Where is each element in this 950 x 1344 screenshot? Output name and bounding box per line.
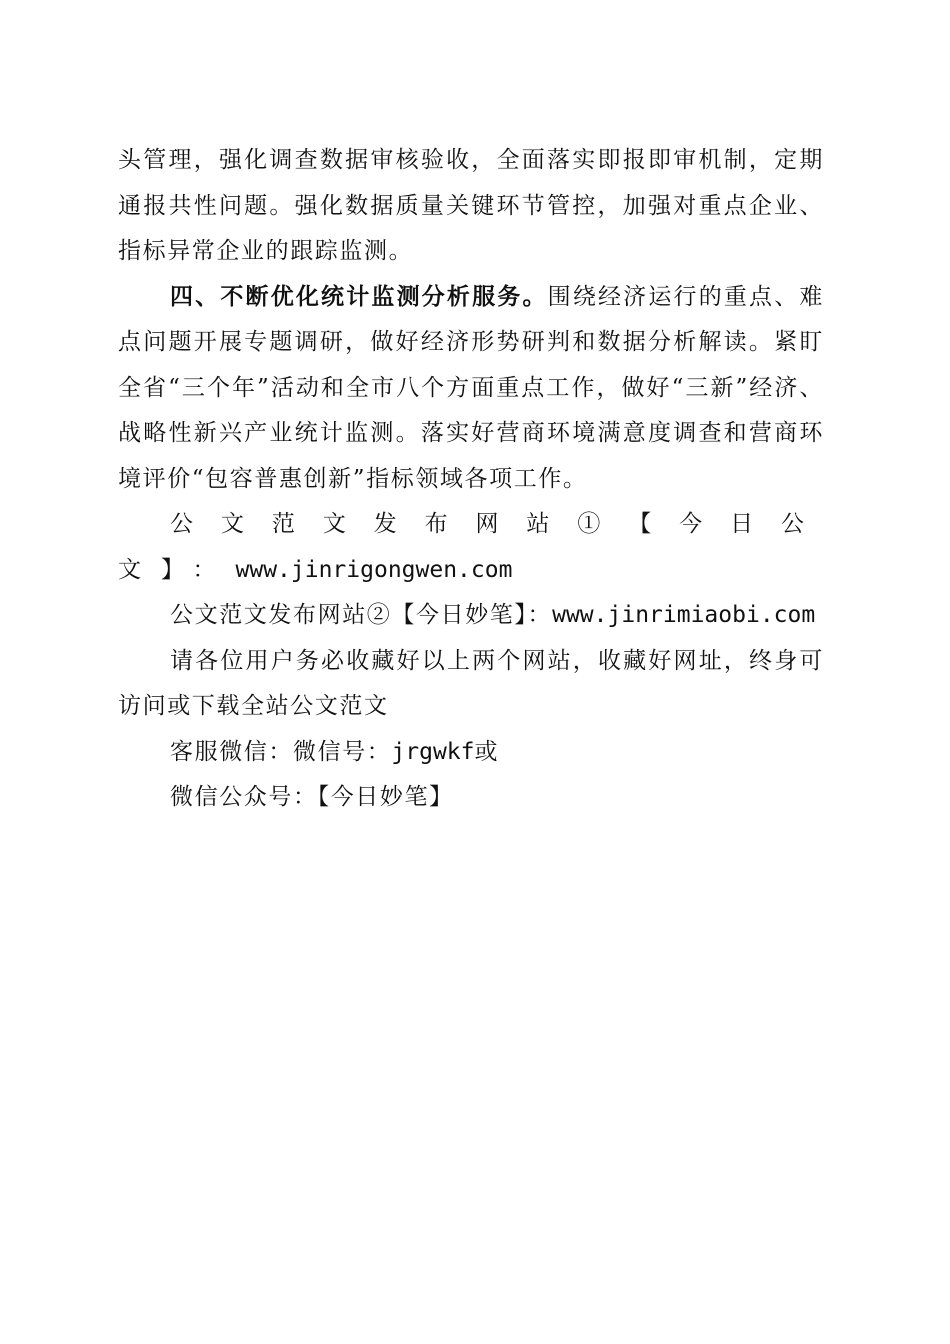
service-wechat-line (118, 730, 824, 776)
official-account-text: 微信公众号：【今日妙笔】 (170, 784, 454, 810)
site1-url: www.jinrigongwen.com (235, 556, 513, 583)
service-wechat-or: 或 (474, 738, 500, 765)
bookmark-notice-text: 请各位用户务必收藏好以上两个网站，收藏好网址，终身可访问或下载全站公文范文 (118, 647, 824, 719)
paragraph-monitoring-service-text: 围绕经济运行的重点、难点问题开展专题调研，做好经济形势研判和数据分析解读。紧盯全省“三个年”活动和全市八个方面重点工作，做好“三新”经济、战略性新兴产业统计监测。落实好营商环境满意度调查和营商环境评价“包容普惠创新”指标领域各项工作。 (118, 283, 824, 492)
bookmark-notice (118, 639, 824, 730)
service-wechat-id: jrgwkf (391, 738, 475, 765)
paragraph-monitoring-service (118, 275, 824, 503)
official-account-line (118, 775, 824, 821)
paragraph-data-quality-text: 头管理，强化调查数据审核验收，全面落实即报即审机制，定期通报共性问题。强化数据质量关键环节管控，加强对重点企业、指标异常企业的跟踪监测。 (118, 147, 824, 264)
site2-line (118, 593, 824, 639)
service-wechat-label: 客服微信：微信号： (170, 738, 392, 765)
section-heading-four: 四、不断优化统计监测分析服务。 (170, 283, 548, 310)
site2-url: www.jinrimiaobi.com (552, 602, 816, 628)
site1-label: 公文范文发布网站①【今日公文】： (118, 511, 824, 583)
document-body (118, 138, 824, 821)
paragraph-data-quality (118, 138, 824, 275)
site2-label: 公文范文发布网站②【今日妙笔】： (170, 602, 553, 628)
site1-line (118, 502, 824, 593)
